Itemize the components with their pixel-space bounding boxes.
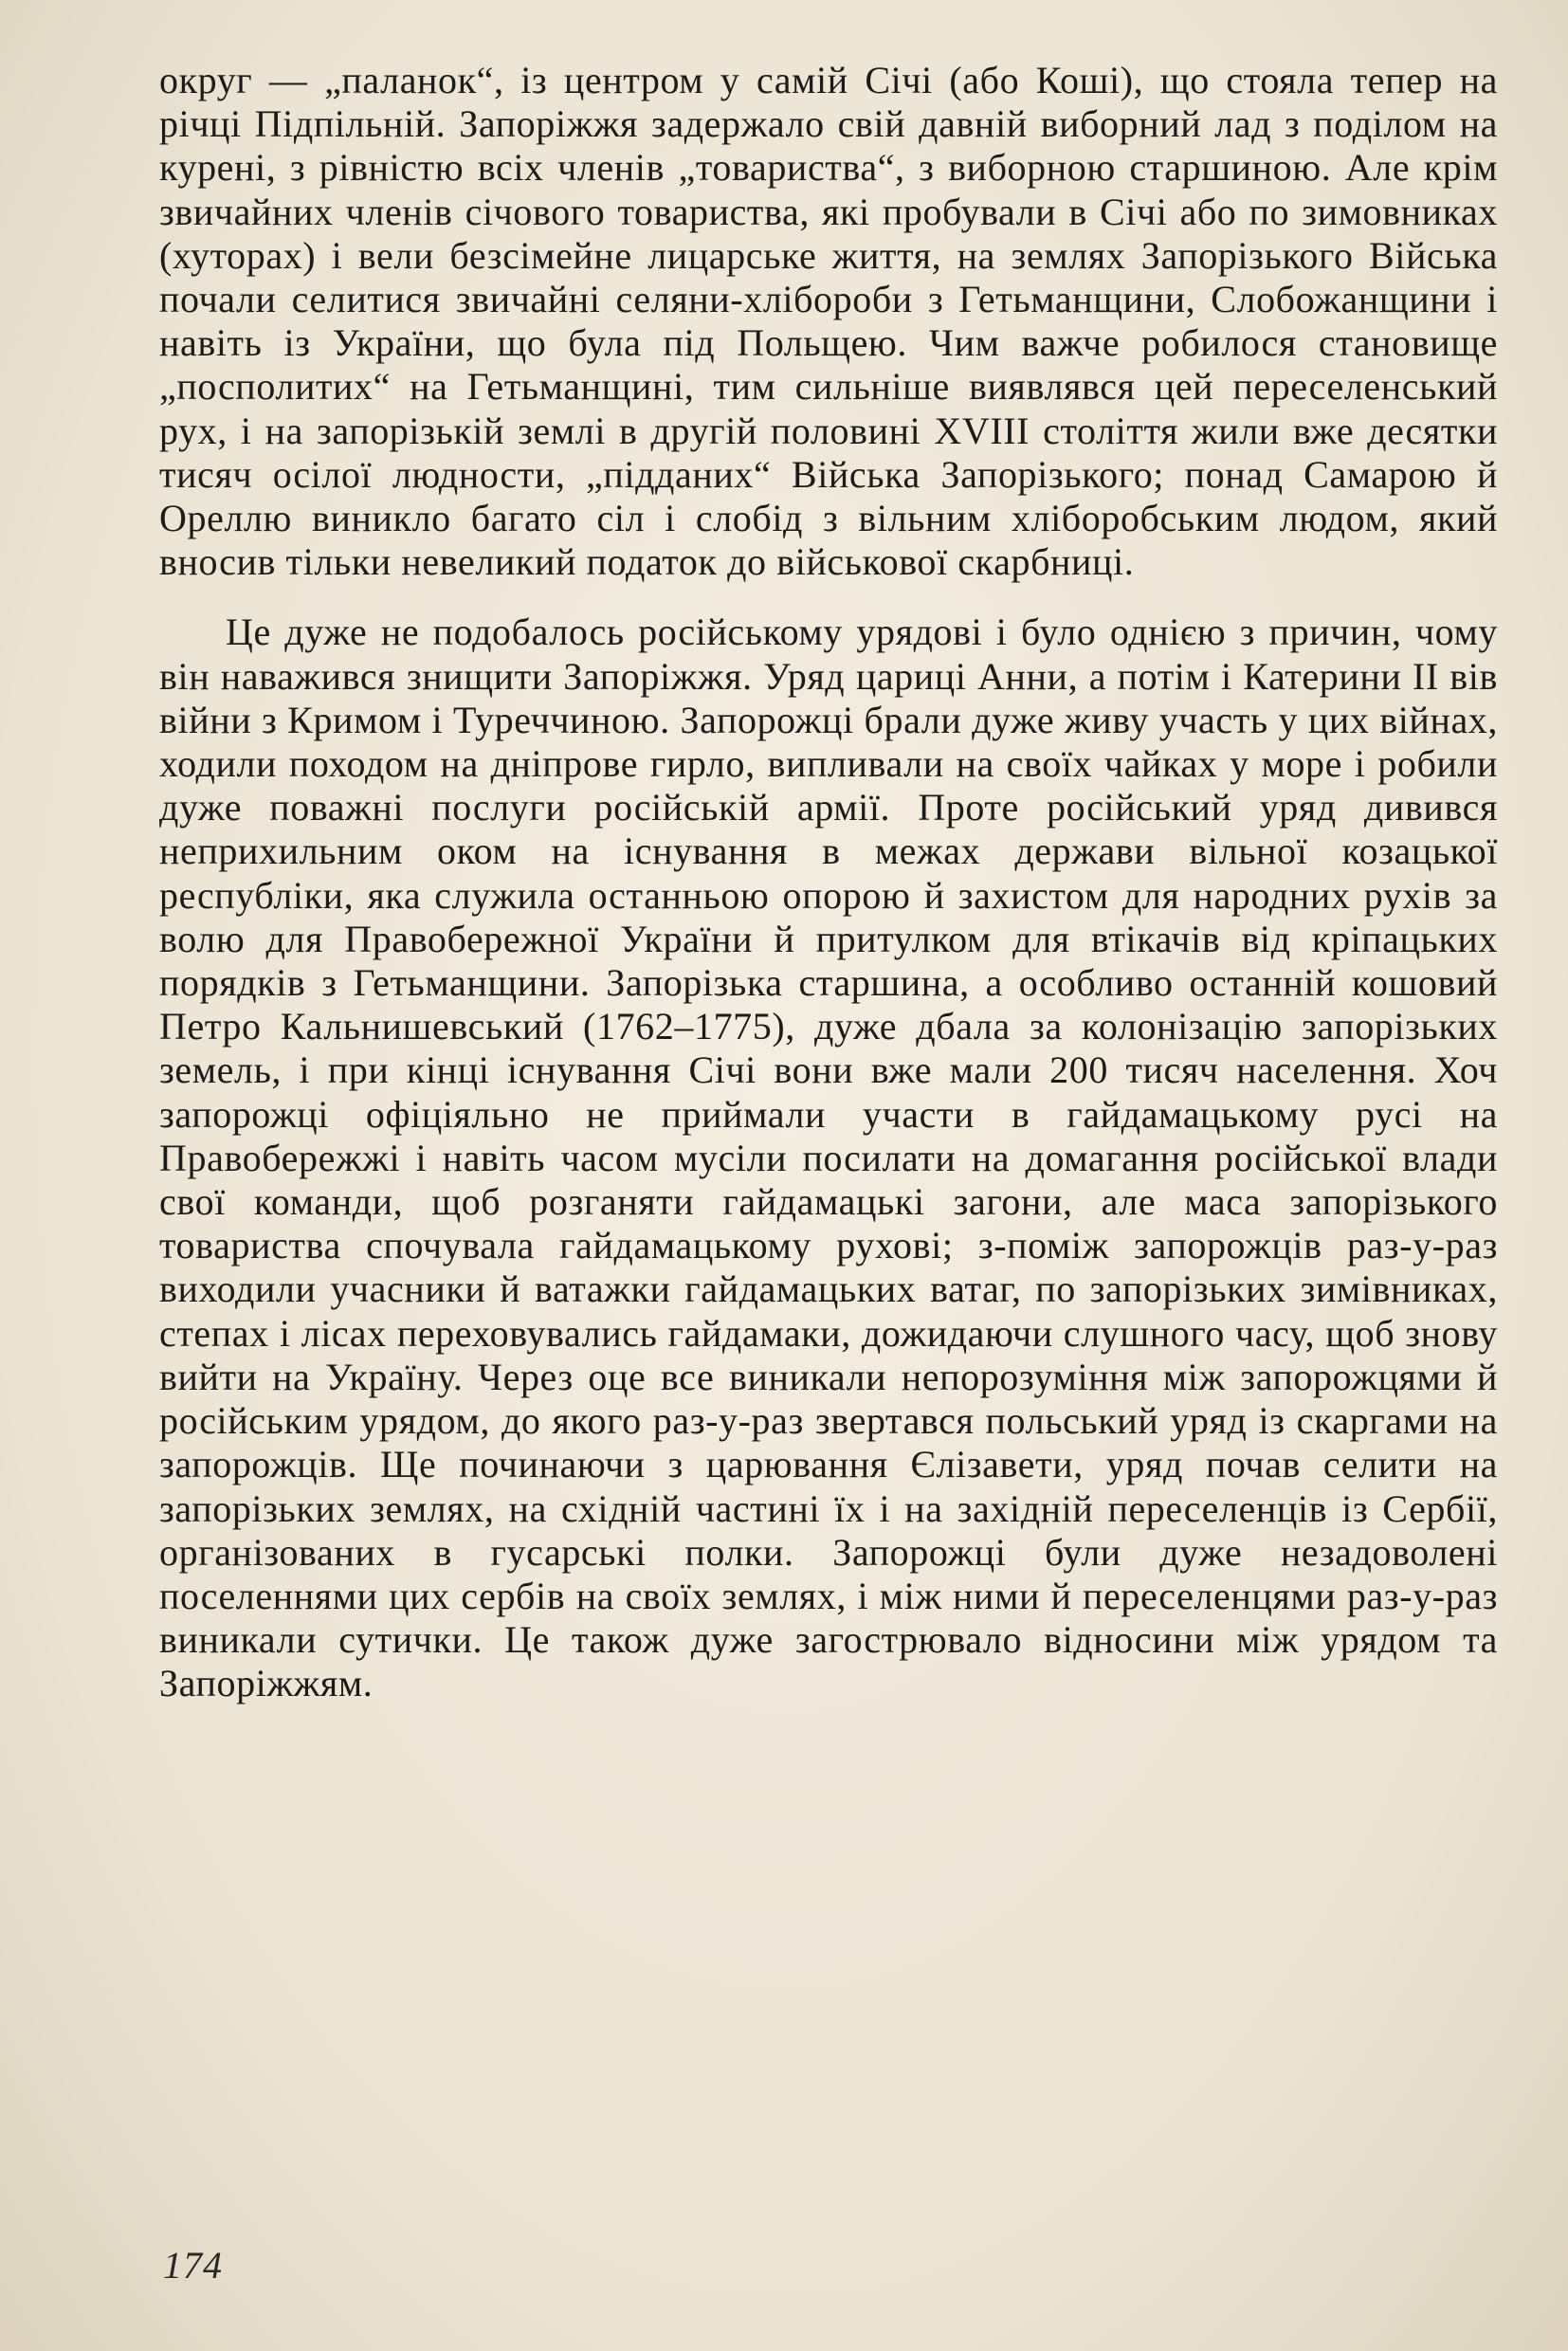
paragraph-1: округ — „паланок“, із центром у самій Січі (або Коші), що стояла тепер на річці Підпільній. Запоріжжя задержало свій давній виборний лад з поділом на курені, з рівністю всіх членів „товариства“, з виборною старшиною. Але крім звичайних членів січового товариства, які пробували в Січі або по зимовниках (хуторах) і вели безсімейне лицарське життя, на землях Запорізького Війська почали селитися звичайні селяни-хлібороби з Гетьманщини, Слобожанщини і навіть із України, що була під Польщею. Чим важче робилося становище „посполитих“ на Гетьманщині, тим сильніше виявлявся цей переселенський рух, і на запорізькій землі в другій половині XVIII століття жили вже десятки тисяч осілої людности, „підданих“ Війська Запорізького; понад Самарою й Ореллю виникло багато сіл і слобід з вільним хліборобським людом, який вносив тільки невеликий податок до військової скарбниці. xyxy=(159,59,1498,584)
body-text xyxy=(159,59,1498,1706)
page-number: 174 xyxy=(163,2244,223,2287)
paragraph-2: Це дуже не подобалось російському урядові і було однією з причин, чому він наважився знищити Запоріжжя. Уряд цариці Анни, а потім і Катерини II вів війни з Кримом і Туреччиною. Запорожці брали дуже живу участь у цих війнах, ходили походом на дніпрове гирло, випливали на своїх чайках у море і робили дуже поважні послуги російській армії. Проте російський уряд дивився неприхильним оком на існування в межах держави вільної козацької республіки, яка служила останньою опорою й захистом для народних рухів за волю для Правобережної України й притулком для втікачів від кріпацьких порядків з Гетьманщини. Запорізька старшина, а особливо останній кошовий Петро Кальнишевський (1762–1775), дуже дбала за колонізацію запорізьких земель, і при кінці існування Січі вони вже мали 200 тисяч населення. Хоч запорожці офіціяльно не приймали участи в гайдамацькому русі на Правобережжі і навіть часом мусіли посилати на домагання російської влади свої команди, щоб розганяти гайдамацькі загони, але маса запорізького товариства спочувала гайдамацькому рухові; з-поміж запорожців раз-у-раз виходили учасники й ватажки гайдамацьких ватаг, по запорізьких зимівниках, степах і лісах переховувались гайдамаки, дожидаючи слушного часу, щоб знову вийти на Україну. Через оце все виникали непорозуміння між запорожцями й російським урядом, до якого раз-у-раз звертався польський уряд із скаргами на запорожців. Ще починаючи з царювання Єлізавети, уряд почав селити на запорізьких землях, на східній частині їх і на західній переселенців із Сербії, організованих в гусарські полки. Запорожці були дуже незадоволені поселеннями цих сербів на своїх землях, і між ними й переселенцями раз-у-раз виникали сутички. Це також дуже загострювало відносини між урядом та Запоріжжям. xyxy=(159,611,1498,1705)
